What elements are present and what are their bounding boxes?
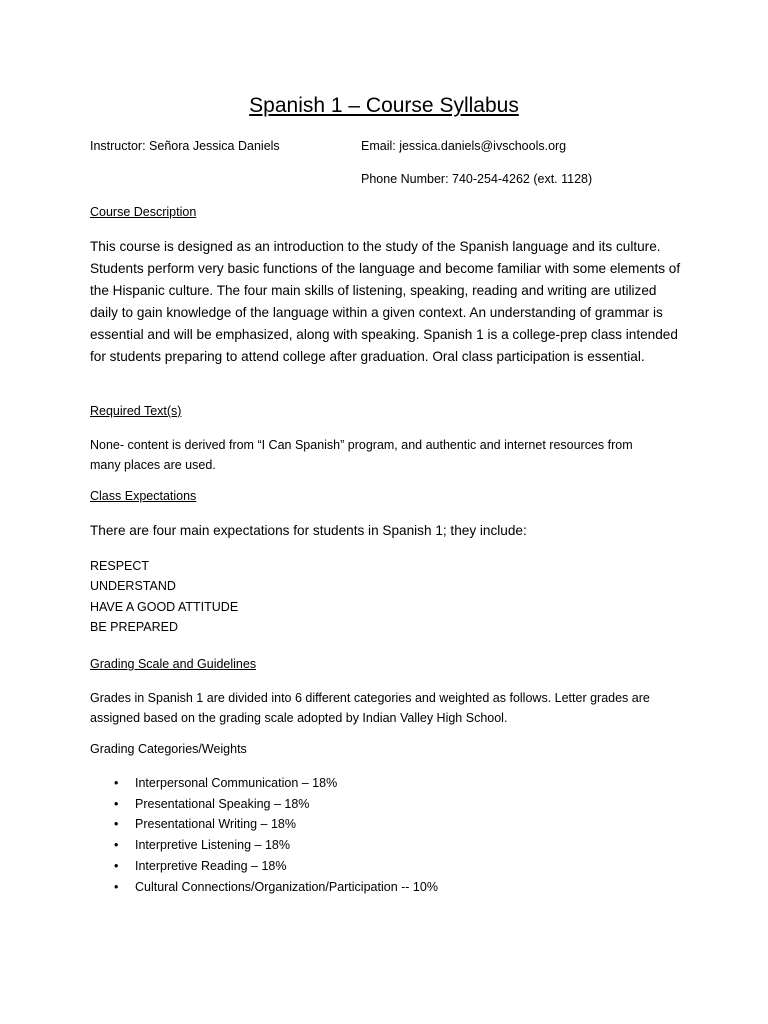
grading-categories-list <box>90 773 438 897</box>
bullet-icon: • <box>114 776 119 790</box>
list-item <box>90 794 438 815</box>
email-line: Email: jessica.daniels@ivschools.org <box>361 139 567 153</box>
expectation-item: BE PREPARED <box>90 619 178 634</box>
bullet-icon: • <box>114 879 119 894</box>
list-item <box>90 856 438 877</box>
expectation-item: UNDERSTAND <box>90 579 176 594</box>
class-expectations-intro: There are four main expectations for students in Spanish 1; they include: <box>90 523 527 538</box>
expectations-list <box>90 556 238 637</box>
list-item <box>90 814 438 835</box>
class-expectations-heading: Class Expectations <box>90 489 197 503</box>
page-title: Spanish 1 – Course Syllabus <box>249 94 519 117</box>
course-description-heading: Course Description <box>90 205 197 219</box>
list-item <box>90 877 438 898</box>
list-item <box>90 773 438 794</box>
required-texts-body: None- content is derived from “I Can Spanish” program, and authentic and internet resources from many places are used. <box>90 438 633 472</box>
grading-category: Interpretive Listening – 18% <box>135 838 290 853</box>
grading-categories-label: Grading Categories/Weights <box>90 742 247 756</box>
instructor-line: Instructor: Señora Jessica Daniels <box>90 139 280 153</box>
grading-body: Grades in Spanish 1 are divided into 6 different categories and weighted as follows. Letter grades are assigned based on the grading scale adopted by Indian Valley High School. <box>90 691 650 725</box>
bullet-icon: • <box>114 796 119 811</box>
grading-category: Interpersonal Communication – 18% <box>135 776 338 790</box>
bullet-icon: • <box>114 858 119 873</box>
expectation-item: HAVE A GOOD ATTITUDE <box>90 599 239 614</box>
grading-category: Presentational Writing – 18% <box>135 817 296 832</box>
bullet-icon: • <box>114 838 119 853</box>
required-texts-heading: Required Text(s) <box>90 404 182 418</box>
grading-heading: Grading Scale and Guidelines <box>90 657 257 671</box>
list-item <box>90 835 438 856</box>
grading-category: Cultural Connections/Organization/Participation -- 10% <box>135 879 438 894</box>
bullet-icon: • <box>114 817 119 832</box>
grading-category: Interpretive Reading – 18% <box>135 858 287 873</box>
phone-line: Phone Number: 740-254-4262 (ext. 1128) <box>361 172 593 186</box>
expectation-item: RESPECT <box>90 559 150 573</box>
course-description-body: This course is designed as an introduction to the study of the Spanish language and its culture. Students perform very basic functions of the language and become familiar with some elements of the Hispanic culture. The four main skills of listening, speaking, reading and writing are utilized daily to gain knowledge of the language within a given context. An understanding of grammar is essential and will be emphasized, along with speaking. Spanish 1 is a college-prep class intended for students preparing to attend college after graduation. Oral class participation is essential. <box>90 239 681 364</box>
grading-category: Presentational Speaking – 18% <box>135 796 310 811</box>
